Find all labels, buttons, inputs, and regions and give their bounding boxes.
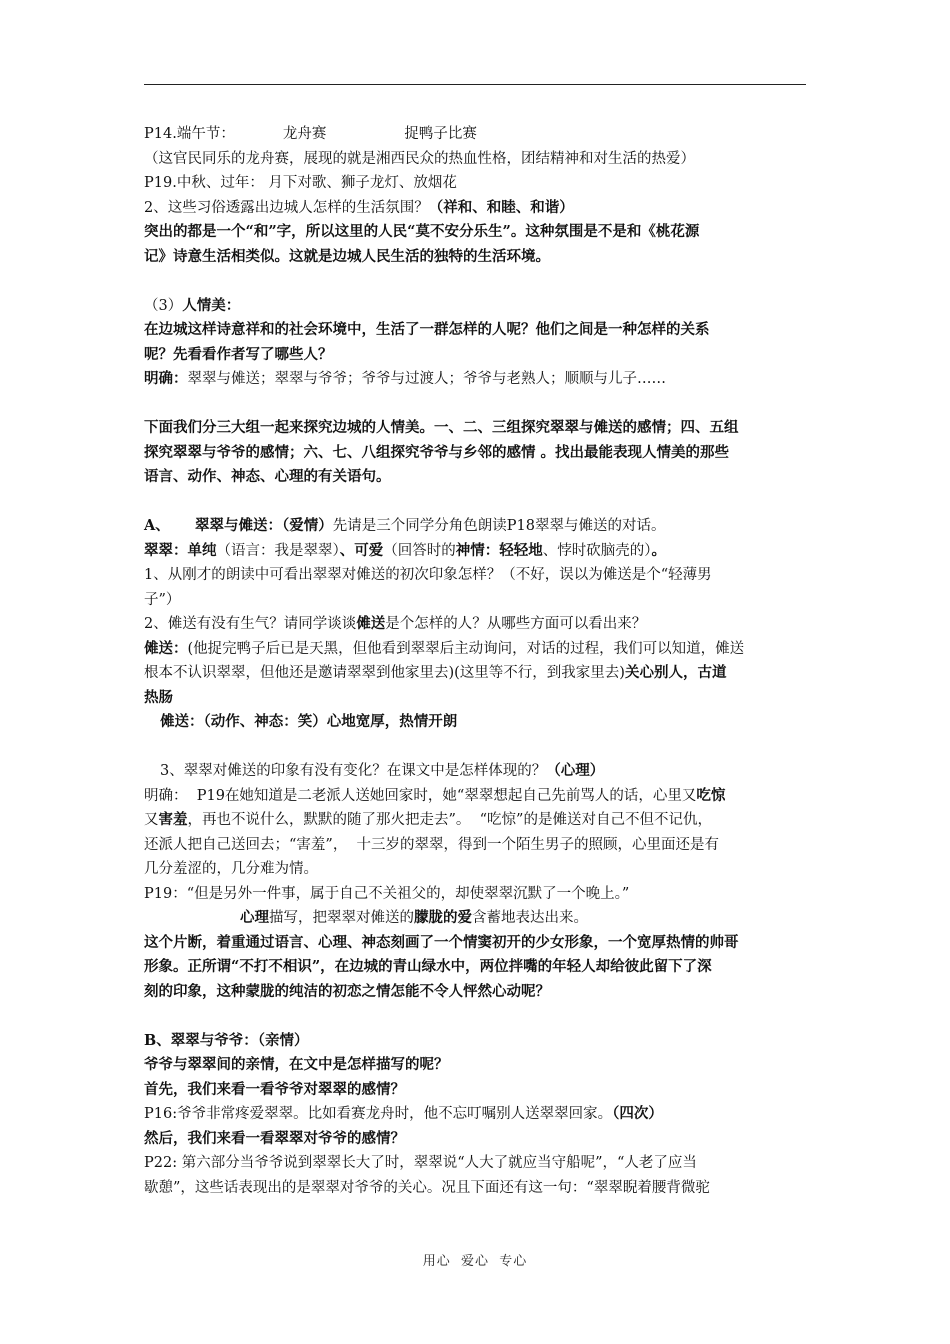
text-line: 首先，我们来看一看爷爷对翠翠的感情？ [144, 1080, 405, 1098]
text-line: 爷爷与翠翠间的亲情，在文中是怎样描写的呢？ [144, 1056, 449, 1073]
text-line: 形象。正所谓“不打不相识”，在边城的青山绿水中，两位拌嘴的年轻人却给彼此留下了深 [144, 958, 712, 975]
text-line: P19：“但是另外一件事，属于自己不关祖父的，却使翠翠沉默了一个晚上。” [144, 885, 630, 902]
text-line: 热肠 [144, 688, 173, 706]
p14-line: P14.端午节： 龙舟赛 捉鸭子比赛 [144, 126, 477, 142]
text-line: 2、傩送有没有生气？请同学谈谈傩送是个怎样的人？从哪些方面可以看出来？ [144, 615, 647, 632]
text-line: 突出的都是一个“和”字，所以这里的人民“莫不安分乐生”。这种氛围是不是和《桃花源 [144, 223, 700, 240]
page-footer: 用心 爱心 专心 [422, 1254, 528, 1269]
text-line: 还派人把自己送回去；“害羞”， 十三岁的翠翠，得到一个陌生男子的照顾，心里面还是有 [144, 836, 720, 853]
text-line: 语言、动作、神态、心理的有关语句。 [144, 468, 391, 485]
text-line: 心理描写，把翠翠对傩送的朦胧的爱含蓄地表达出来。 [240, 909, 588, 926]
text-line: 3、翠翠对傩送的印象有没有变化？在课文中是怎样体现的？（心理） [160, 762, 605, 779]
text-line: P19.中秋、过年： 月下对歌、狮子龙灯、放烟花 [144, 175, 457, 191]
text-line: 然后，我们来看一看翠翠对爷爷的感情？ [144, 1129, 405, 1147]
text-line: 明确： P19在她知道是二老派人送她回家时，她“翠翠想起自己先前骂人的话，心里又吃惊 [144, 786, 726, 804]
text-line: 子”） [144, 591, 181, 608]
text-line: 傩送：（动作、神态：笑）心地宽厚，热情开朗 [160, 713, 458, 730]
section-b-heading: B、翠翠与爷爷：（亲情） [144, 1031, 309, 1049]
text-line: P22: 第六部分当爷爷说到翠翠长大了时，翠翠说“人大了就应当守船呢”，“人老了应当 [144, 1155, 697, 1171]
section-heading: （3）人情美： [144, 296, 241, 314]
text-line: 记》诗意生活相类似。这就是边城人民生活的独特的生活环境。 [144, 247, 550, 265]
text-line: 又害羞，再也不说什么，默默的随了那火把走去”。 “吃惊”的是傩送对自己不但不记仇， [144, 811, 712, 828]
text-line: P16:爷爷非常疼爱翠翠。比如看赛龙舟时，他不忘叮嘱别人送翠翠回家。（四次） [144, 1105, 663, 1122]
text-line: 翠翠：单纯（语言：我是翠翠）、可爱（回答时的神情：轻轻地、悖时砍脑壳的）。 [144, 541, 666, 559]
section-a-heading: A、 翠翠与傩送：（爱情）先请是三个同学分角色朗读P18翠翠与傩送的对话。 [144, 517, 666, 534]
question-line: 2、这些习俗透露出边城人怎样的生活氛围？（祥和、和睦、和谐） [144, 198, 574, 216]
text-line: 几分羞涩的，几分难为情。 [144, 861, 318, 877]
text-line: （这官民同乐的龙舟赛，展现的就是湘西民众的热血性格，团结精神和对生活的热爱） [144, 150, 695, 167]
text-line: 呢？先看看作者写了哪些人？ [144, 345, 333, 363]
header-rule [144, 84, 806, 85]
text-line: 这个片断，着重通过语言、心理、神态刻画了一个情窦初开的少女形象，一个宽厚热情的帅哥 [144, 933, 739, 951]
text-line: 在边城这样诗意祥和的社会环境中，生活了一群怎样的人呢？他们之间是一种怎样的关系 [144, 321, 710, 338]
text-line: 刻的印象，这种蒙胧的纯洁的初恋之情怎能不令人怦然心动呢？ [144, 982, 550, 1000]
answer-line: 明确：翠翠与傩送；翠翠与爷爷；爷爷与过渡人；爷爷与老熟人；顺顺与儿子…… [144, 370, 666, 387]
document-body [144, 122, 808, 1200]
text-line: 歇憩”，这些话表现出的是翠翠对爷爷的关心。况且下面还有这一句：“翠翠睨着腰背微驼 [144, 1179, 710, 1196]
text-line: 傩送：(他捉完鸭子后已是天黑，但他看到翠翠后主动询问，对话的过程，我们可以知道，傩送 [144, 639, 745, 657]
text-line: 探究翠翠与爷爷的感情；六、七、八组探究爷爷与乡邻的感情 。找出最能表现人情美的那些 [144, 443, 730, 461]
text-line: 下面我们分三大组一起来探究边城的人情美。一、二、三组探究翠翠与傩送的感情；四、五组 [144, 419, 739, 436]
text-line: 1、从刚才的朗读中可看出翠翠对傩送的初次印象怎样？（不好，误以为傩送是个“轻薄男 [144, 567, 712, 583]
text-line: 根本不认识翠翠，但他还是邀请翠翠到他家里去)(这里等不行，到我家里去)关心别人，古道 [144, 664, 727, 681]
